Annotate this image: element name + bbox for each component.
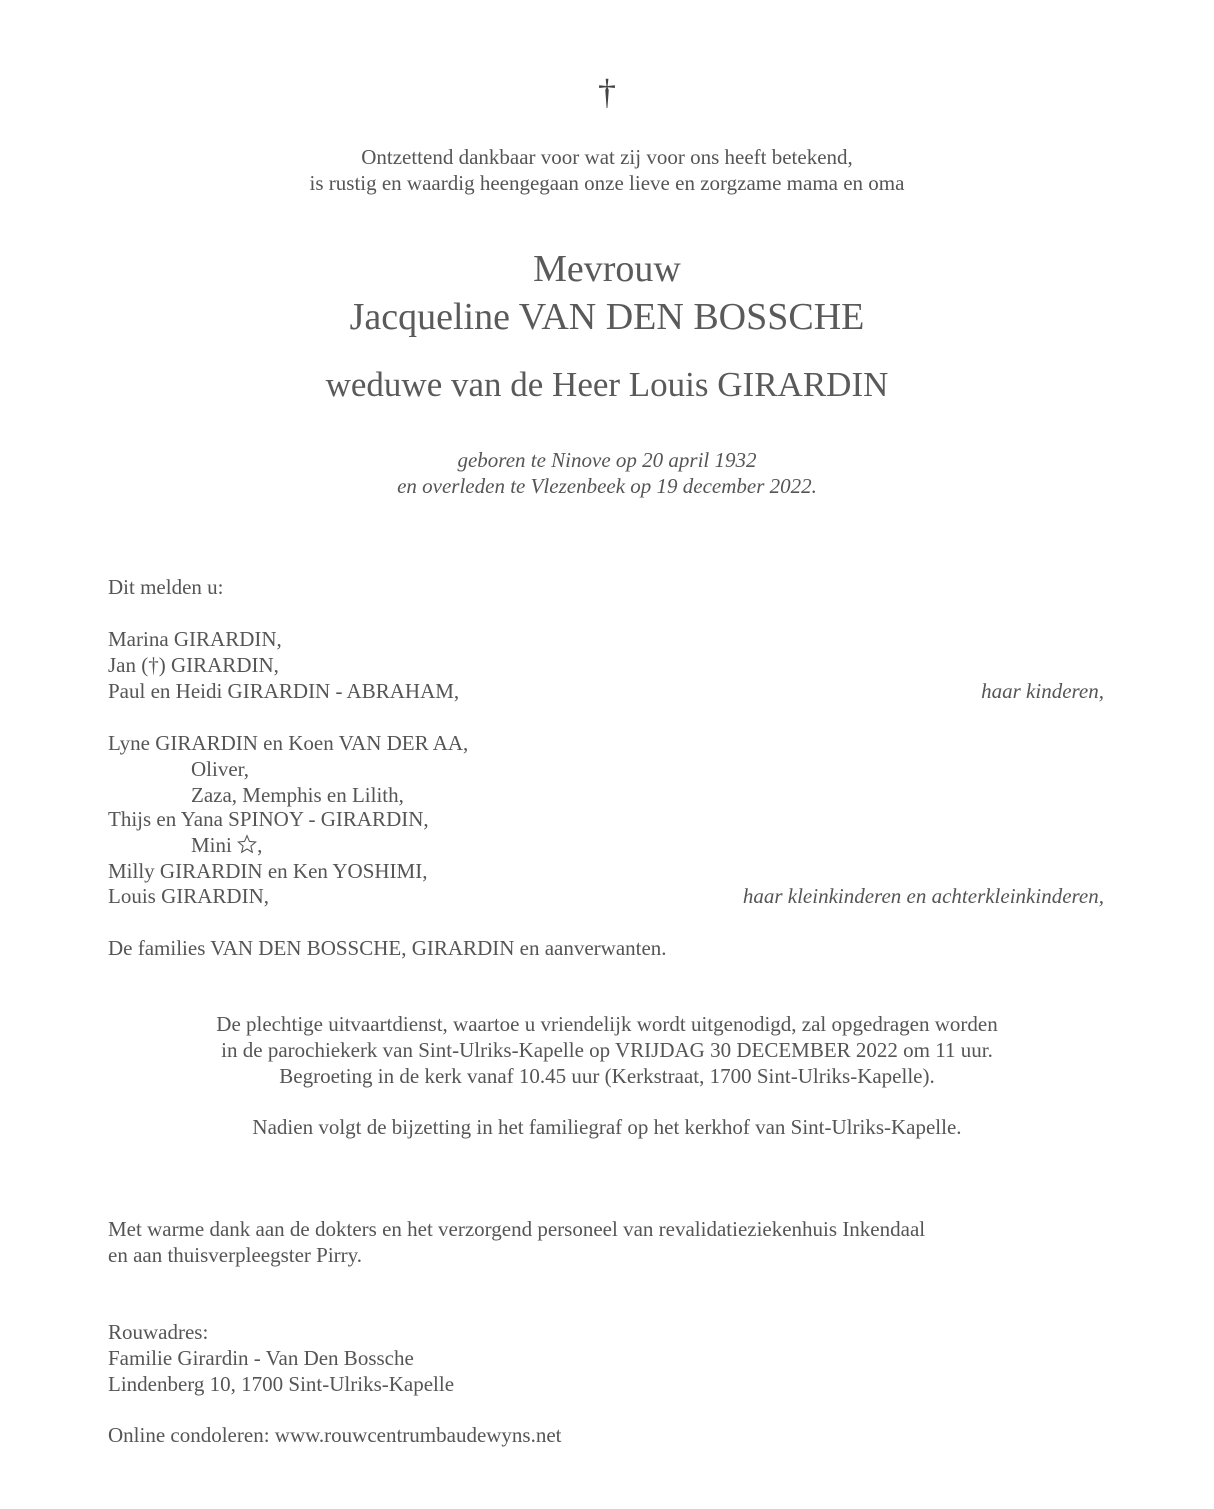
service-line-2: in de parochiekerk van Sint-Ulriks-Kapelle op VRIJDAG 30 DECEMBER 2022 om 11 uur. bbox=[221, 1038, 993, 1062]
intro-line-2: is rustig en waardig heengegaan onze lieve en zorgzame mama en oma bbox=[309, 171, 905, 195]
deceased-title: Mevrouw bbox=[533, 248, 681, 290]
intro-line-1: Ontzettend dankbaar voor wat zij voor ons heeft betekend, bbox=[361, 145, 853, 169]
cross-icon: † bbox=[598, 72, 616, 112]
deceased-name: Jacqueline VAN DEN BOSSCHE bbox=[349, 296, 865, 338]
child-3: Paul en Heidi GIRARDIN - ABRAHAM, bbox=[108, 679, 460, 703]
thanks-line-1: Met warme dank aan de dokters en het verzorgend personeel van revalidatieziekenhuis Inkendaal bbox=[108, 1217, 926, 1241]
grandchild-line-3: Zaza, Memphis en Lilith, bbox=[191, 783, 404, 807]
grandchild-mini-suffix: , bbox=[257, 833, 263, 857]
service-line-1: De plechtige uitvaartdienst, waartoe u vriendelijk wordt uitgenodigd, zal opgedragen worden bbox=[216, 1012, 998, 1036]
families-text: De families VAN DEN BOSSCHE, GIRARDIN en aanverwanten. bbox=[108, 936, 667, 960]
star-icon bbox=[237, 834, 257, 854]
burial-text: Nadien volgt de bijzetting in het familiegraf op het kerkhof van Sint-Ulriks-Kapelle. bbox=[252, 1115, 962, 1139]
grandchild-mini-name: Mini bbox=[191, 833, 232, 857]
grandchildren-label: haar kleinkinderen en achterkleinkinderen, bbox=[742, 884, 1104, 908]
address-family: Familie Girardin - Van Den Bossche bbox=[108, 1346, 414, 1370]
birth-info: geboren te Ninove op 20 april 1932 bbox=[457, 448, 757, 472]
child-1: Marina GIRARDIN, bbox=[108, 627, 282, 651]
widow-of: weduwe van de Heer Louis GIRARDIN bbox=[325, 365, 889, 404]
child-2: Jan (†) GIRARDIN, bbox=[108, 653, 279, 677]
grandchild-line-7: Louis GIRARDIN, bbox=[108, 884, 269, 908]
death-info: en overleden te Vlezenbeek op 19 december 2022. bbox=[397, 474, 817, 498]
grandchild-line-2: Oliver, bbox=[191, 757, 250, 781]
thanks-line-2: en aan thuisverpleegster Pirry. bbox=[108, 1243, 363, 1267]
grandchild-line-4: Thijs en Yana SPINOY - GIRARDIN, bbox=[108, 807, 429, 831]
address-street: Lindenberg 10, 1700 Sint-Ulriks-Kapelle bbox=[108, 1372, 455, 1396]
online-condolence-text: Online condoleren: www.rouwcentrumbaudewyns.net bbox=[108, 1423, 562, 1447]
service-line-3: Begroeting in de kerk vanaf 10.45 uur (Kerkstraat, 1700 Sint-Ulriks-Kapelle). bbox=[279, 1064, 935, 1088]
announce-text: Dit melden u: bbox=[108, 575, 224, 599]
grandchild-line-6: Milly GIRARDIN en Ken YOSHIMI, bbox=[108, 859, 428, 883]
grandchild-line-1: Lyne GIRARDIN en Koen VAN DER AA, bbox=[108, 731, 469, 755]
grandchild-line-5 bbox=[191, 832, 262, 858]
children-label: haar kinderen, bbox=[981, 679, 1104, 703]
address-label: Rouwadres: bbox=[108, 1320, 209, 1344]
